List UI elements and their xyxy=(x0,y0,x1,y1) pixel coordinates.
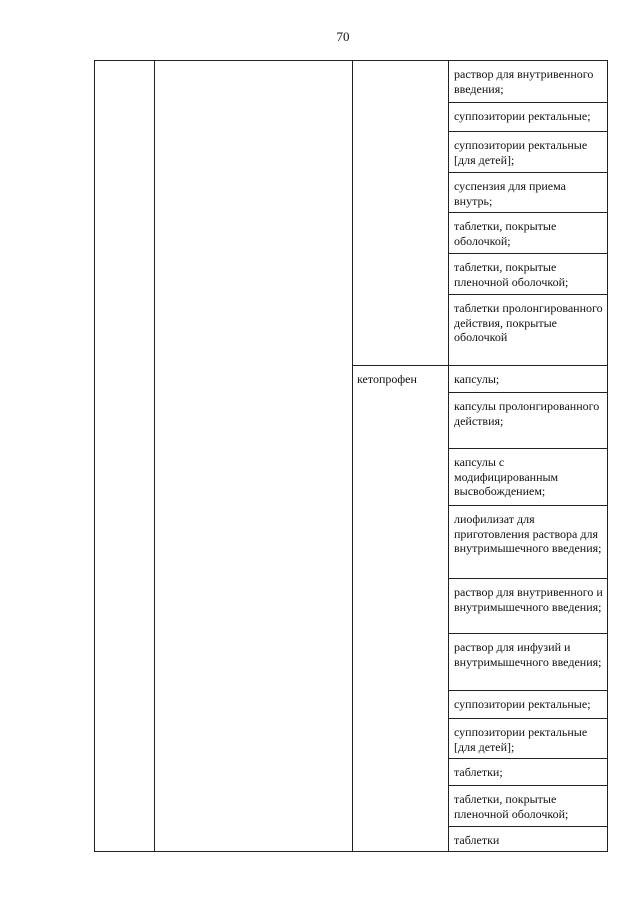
dosage-form-cell: суппозитории ректальные; xyxy=(449,103,608,132)
dosage-form-cell: таблетки пролонгированного действия, покрытые оболочкой xyxy=(449,295,608,366)
dosage-form-cell: таблетки; xyxy=(449,759,608,786)
dosage-form-cell: капсулы с модифицированным высвобождением; xyxy=(449,449,608,506)
dosage-form-cell: таблетки, покрытые пленочной оболочкой; xyxy=(449,786,608,827)
page-number: 70 xyxy=(336,29,350,44)
dosage-form-cell: раствор для инфузий и внутримышечного введения; xyxy=(449,634,608,691)
dosage-form-cell: суппозитории ректальные [для детей]; xyxy=(449,132,608,173)
dosage-form-cell: капсулы; xyxy=(449,366,608,393)
column-divider-drug xyxy=(352,60,353,852)
dosage-form-cell: суппозитории ректальные [для детей]; xyxy=(449,719,608,759)
dosage-form-cell: суспензия для приема внутрь; xyxy=(449,173,608,213)
dosage-form-cell: суппозитории ректальные; xyxy=(449,691,608,719)
dosage-form-cell: таблетки xyxy=(454,833,500,847)
dosage-form-cell: таблетки, покрытые пленочной оболочкой; xyxy=(449,254,608,295)
dosage-form-cell: раствор для внутривенного и внутримышечного введения; xyxy=(449,579,608,634)
drug-name: кетопрофен xyxy=(357,372,417,386)
column-divider-atc-name xyxy=(154,60,155,852)
dosage-form-cell: капсулы пролонгированного действия; xyxy=(449,393,608,449)
dosage-form-cell: лиофилизат для приготовления раствора для внутримышечного введения; xyxy=(449,506,608,579)
dosage-form-cell: раствор для внутривенного введения; xyxy=(449,61,608,103)
dosage-form-cell: таблетки, покрытые оболочкой; xyxy=(449,213,608,254)
